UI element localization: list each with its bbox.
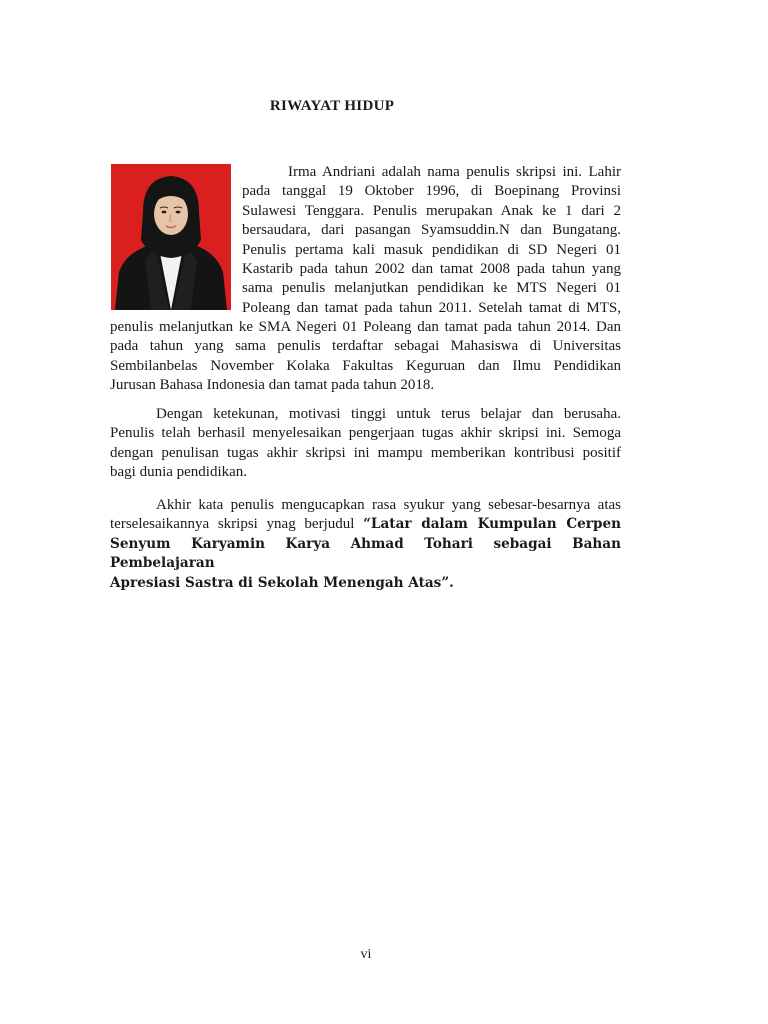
text-line <box>110 515 621 534</box>
intro-line: Penulis pertama kali masuk pendidikan di SD Negeri 01 <box>242 241 621 258</box>
thesis-title-middle: Senyum Karyamin Karya Ahmad Tohari sebagai Bahan Pembelajaran <box>110 535 621 572</box>
paragraph-2 <box>110 405 621 483</box>
intro-line: Irma Andriani adalah nama penulis skripsi ini. Lahir <box>288 164 621 180</box>
intro-line: sama penulis melanjutkan pendidikan ke MTS Negeri 01 <box>242 280 621 297</box>
intro-line: Sulawesi Tenggara. Penulis merupakan Anak ke 1 dari 2 <box>242 202 621 219</box>
intro-line: Kastarib pada tahun 2002 dan tamat 2008 pada tahun yang <box>242 261 621 278</box>
text-line: Sembilanbelas November Kolaka Fakultas Keguruan dan Ilmu Pendidikan <box>110 357 621 374</box>
text-line: dengan penulisan tugas akhir skripsi ini mampu memberikan kontribusi positif <box>110 444 621 461</box>
author-photo <box>111 164 231 310</box>
text-line: Akhir kata penulis mengucapkan rasa syukur yang sebesar-besarnya atas <box>156 497 621 513</box>
text-plain: terselesaikannya skripsi ynag berjudul <box>110 516 364 533</box>
intro-continuation <box>110 318 621 396</box>
intro-line: Poleang dan tamat pada tahun 2011. Setelah tamat di MTS, <box>242 299 621 316</box>
text-line: Dengan ketekunan, motivasi tinggi untuk terus belajar dan berusaha. <box>156 406 621 422</box>
intro-paragraph <box>242 163 621 318</box>
text-line: pada tahun yang sama penulis terdaftar sebagai Mahasiswa di Universitas <box>110 338 621 355</box>
page-title: RIWAYAT HIDUP <box>269 98 395 114</box>
thesis-title-end: Apresiasi Sastra di Sekolah Menengah Atas”. <box>110 574 454 591</box>
text-line: Jurusan Bahasa Indonesia dan tamat pada tahun 2018. <box>110 377 435 394</box>
portrait-illustration <box>111 164 231 310</box>
intro-line: pada tanggal 19 Oktober 1996, di Boepinang Provinsi <box>242 183 621 200</box>
paragraph-3 <box>110 496 621 593</box>
text-line: bagi dunia pendidikan. <box>110 464 248 481</box>
text-line: penulis melanjutkan ke SMA Negeri 01 Poleang dan tamat pada tahun 2014. Dan <box>110 319 621 335</box>
thesis-title-start: “Latar dalam Kumpulan Cerpen <box>363 516 621 533</box>
intro-line: bersaudara, dari pasangan Syamsuddin.N dan Bungatang. <box>242 222 621 239</box>
text-line: Penulis telah berhasil menyelesaikan pengerjaan tugas akhir skripsi ini. Semoga <box>110 425 621 442</box>
page-number: vi <box>360 947 372 962</box>
